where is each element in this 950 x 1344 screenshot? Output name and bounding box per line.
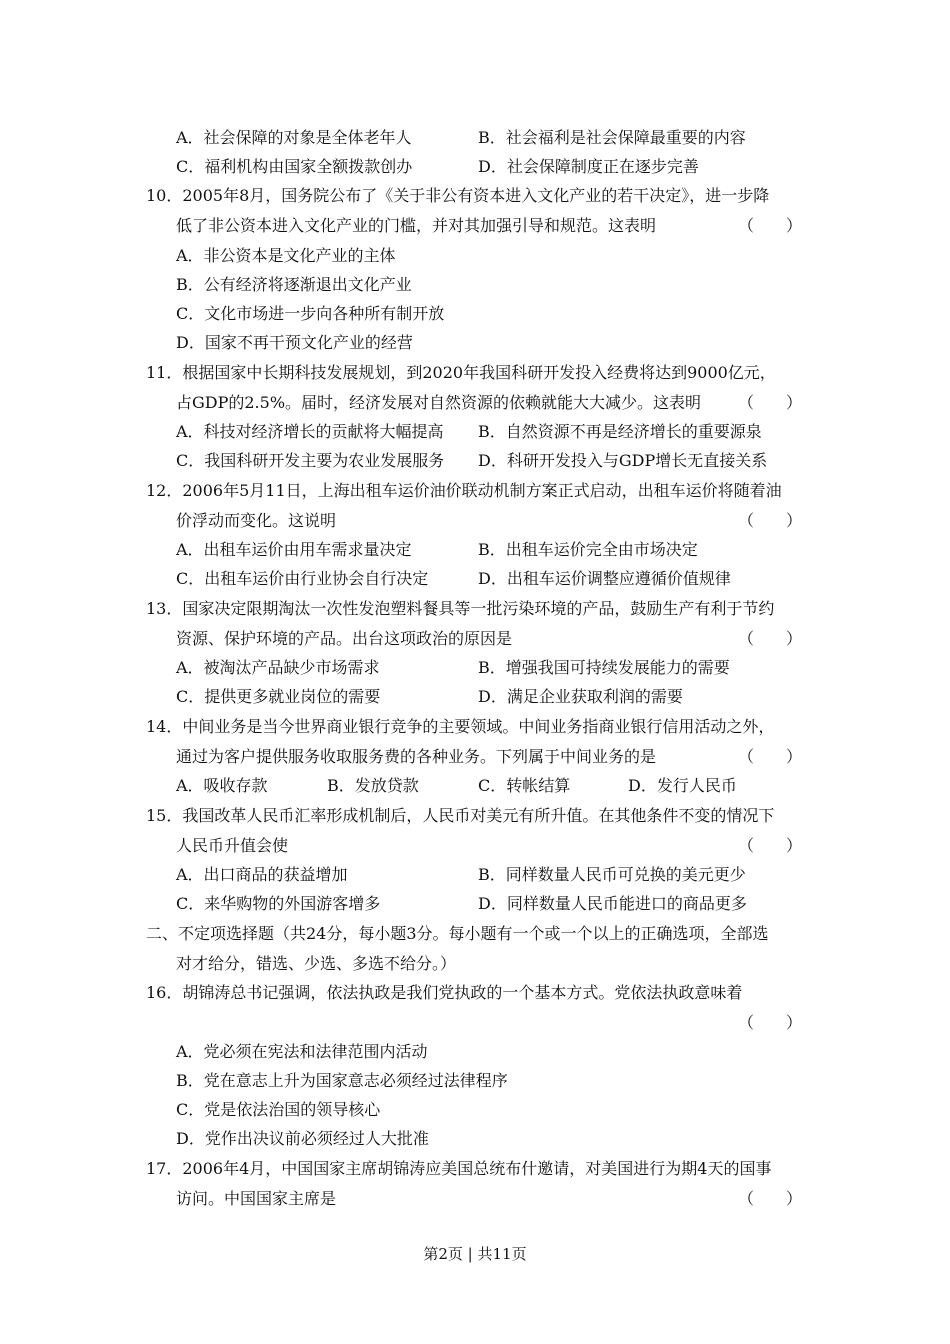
q17-stem-line1: 17．2006年4月，中国国家主席胡锦涛应美国总统布什邀请，对美国进行为期4天的国事 [146, 1159, 772, 1178]
q11-option-d: D．科研开发投入与GDP增长无直接关系 [478, 451, 768, 470]
q10-answer-blank: （ ） [738, 216, 803, 235]
q12-option-c: C．出租车运价由行业协会自行决定 [176, 569, 429, 588]
q17-answer-blank: （ ） [738, 1189, 803, 1208]
q14-option-b: B．发放贷款 [327, 776, 419, 795]
q9-option-d: D．社会保障制度正在逐步完善 [478, 157, 699, 176]
section2-heading-line1: 二、不定项选择题（共24分，每小题3分。每小题有一个或一个以上的正确选项，全部选 [146, 924, 769, 943]
q14-stem-line2: 通过为客户提供服务收取服务费的各种业务。下列属于中间业务的是 [176, 747, 657, 766]
q11-stem-line1: 11．根据国家中长期科技发展规划，到2020年我国科研开发投入经费将达到9000亿元， [146, 363, 776, 382]
q15-stem-line2: 人民币升值会使 [176, 836, 289, 855]
q13-option-d: D．满足企业获取利润的需要 [478, 687, 683, 706]
q9-option-b: B．社会福利是社会保障最重要的内容 [478, 128, 746, 147]
q11-stem-line2: 占GDP的2.5%。届时，经济发展对自然资源的依赖就能大大减少。这表明 [176, 393, 702, 412]
q12-stem-line1: 12．2006年5月11日，上海出租车运价油价联动机制方案正式启动，出租车运价将随着油 [146, 481, 782, 500]
q13-option-c: C．提供更多就业岗位的需要 [176, 687, 381, 706]
q14-stem-line1: 14．中间业务是当今世界商业银行竞争的主要领域。中间业务指商业银行信用活动之外， [146, 717, 775, 736]
q16-option-a: A．党必须在宪法和法律范围内活动 [176, 1042, 428, 1061]
q13-option-a: A．被淘汰产品缺少市场需求 [176, 658, 380, 677]
q11-option-a: A．科技对经济增长的贡献将大幅提高 [176, 422, 444, 441]
q16-option-b: B．党在意志上升为国家意志必须经过法律程序 [176, 1071, 508, 1090]
q11-option-b: B．自然资源不再是经济增长的重要源泉 [478, 422, 762, 441]
q9-option-c: C．福利机构由国家全额拨款创办 [176, 157, 413, 176]
q10-option-b: B．公有经济将逐渐退出文化产业 [176, 275, 412, 294]
q17-stem-line2: 访问。中国国家主席是 [176, 1189, 337, 1208]
q15-option-c: C．来华购物的外国游客增多 [176, 894, 381, 913]
q15-option-d: D．同样数量人民币能进口的商品更多 [478, 894, 747, 913]
q10-option-c: C．文化市场进一步向各种所有制开放 [176, 304, 445, 323]
q15-option-b: B．同样数量人民币可兑换的美元更少 [478, 865, 746, 884]
q12-stem-line2: 价浮动而变化。这说明 [176, 511, 337, 530]
q9-option-a: A．社会保障的对象是全体老年人 [176, 128, 412, 147]
q15-stem-line1: 15．我国改革人民币汇率形成机制后，人民币对美元有所升值。在其他条件不变的情况下 [146, 806, 775, 825]
q15-answer-blank: （ ） [738, 836, 803, 855]
q16-stem-line1: 16．胡锦涛总书记强调，依法执政是我们党执政的一个基本方式。党依法执政意味着 [146, 983, 743, 1002]
q13-stem-line1: 13．国家决定限期淘汰一次性发泡塑料餐具等一批污染环境的产品，鼓励生产有利于节约 [146, 599, 775, 618]
q11-answer-blank: （ ） [738, 393, 803, 412]
q14-answer-blank: （ ） [738, 747, 803, 766]
q16-answer-blank: （ ） [738, 1013, 803, 1032]
q10-stem-line2: 低了非公资本进入文化产业的门槛，并对其加强引导和规范。这表明 [176, 216, 657, 235]
q10-option-a: A．非公资本是文化产业的主体 [176, 246, 396, 265]
q16-option-d: D．党作出决议前必须经过人大批准 [176, 1129, 429, 1148]
q10-option-d: D．国家不再干预文化产业的经营 [176, 333, 413, 352]
q12-option-d: D．出租车运价调整应遵循价值规律 [478, 569, 731, 588]
q12-option-b: B．出租车运价完全由市场决定 [478, 540, 698, 559]
q14-option-d: D．发行人民币 [628, 776, 737, 795]
q14-option-a: A．吸收存款 [176, 776, 268, 795]
q16-option-c: C．党是依法治国的领导核心 [176, 1100, 381, 1119]
section2-heading-line2: 对才给分，错选、少选、多选不给分。） [176, 954, 457, 973]
q13-option-b: B．增强我国可持续发展能力的需要 [478, 658, 730, 677]
q12-option-a: A．出租车运价由用车需求量决定 [176, 540, 412, 559]
page-footer: 第2页 | 共11页 [423, 1245, 527, 1263]
q10-stem-line1: 10．2005年8月，国务院公布了《关于非公有资本进入文化产业的若干决定》，进一步降 [146, 186, 770, 205]
q12-answer-blank: （ ） [738, 511, 803, 530]
q13-stem-line2: 资源、保护环境的产品。出台这项政治的原因是 [176, 629, 513, 648]
q15-option-a: A．出口商品的获益增加 [176, 865, 348, 884]
q11-option-c: C．我国科研开发主要为农业发展服务 [176, 451, 445, 470]
q14-option-c: C．转帐结算 [478, 776, 571, 795]
q13-answer-blank: （ ） [738, 629, 803, 648]
